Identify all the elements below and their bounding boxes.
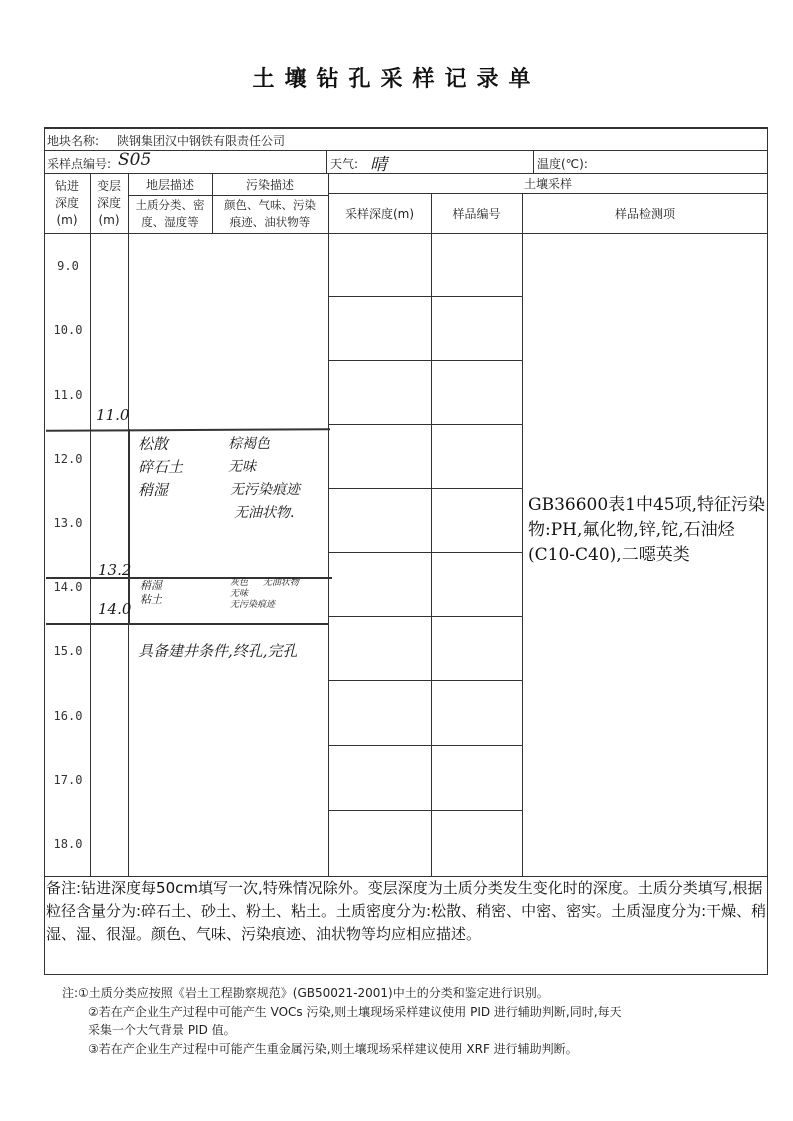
depth-mark: 13.0 — [53, 516, 83, 530]
temperature-label: 温度(℃): — [537, 157, 588, 171]
layer-depth-mark: 13.2 — [98, 561, 132, 579]
footnote-2: ②若在产企业生产过程中可能产生 VOCs 污染,则土壤现场采样建议使用 PID 进行辅助判断,同时,每天 — [88, 1005, 622, 1019]
form-title: 土壤钻孔采样记录单 — [252, 67, 541, 92]
header-stratum: 地层描述 — [145, 178, 194, 192]
depth-mark: 14.0 — [53, 580, 83, 594]
layer-boundary-line — [46, 428, 330, 431]
sample-point-label: 采样点编号: — [47, 157, 112, 171]
layer1-stratum: 松散 碎石土 稍湿 — [138, 435, 184, 499]
grid-line — [328, 552, 522, 553]
grid-line — [328, 810, 522, 811]
col-line — [533, 150, 534, 173]
weather-label: 天气: — [330, 157, 359, 171]
layer-boundary-line — [46, 623, 328, 625]
depth-mark: 11.0 — [53, 388, 83, 402]
header-sample-depth: 采样深度(m) — [344, 207, 415, 221]
depth-mark: 18.0 — [53, 837, 83, 851]
grid-line — [328, 488, 522, 489]
depth-mark: 10.0 — [53, 323, 83, 337]
header-sample-id: 样品编号 — [452, 207, 501, 221]
grid-line — [328, 296, 522, 297]
depth-mark: 16.0 — [53, 709, 83, 723]
header-pollution-sub: 颜色、气味、污染 痕迹、油状物等 — [224, 198, 316, 229]
table-border-top — [44, 127, 768, 129]
plot-name-label: 地块名称: — [47, 134, 100, 148]
analysis-items: GB36600表1中45项,特征污染物:PH,氟化物,锌,铊,石油烃(C10-C40),二噁英类 — [528, 495, 766, 565]
layer-box-left — [128, 429, 130, 624]
layer2-pollution: 灰色 无油状物 无味 无污染痕迹 — [230, 578, 299, 610]
row-line — [128, 195, 328, 196]
header-drill-depth: 钻进 深度 (m) — [54, 179, 79, 227]
depth-mark: 15.0 — [53, 644, 83, 658]
grid-line — [328, 616, 522, 617]
depth-mark: 9.0 — [57, 259, 79, 273]
grid-line — [328, 360, 522, 361]
grid-line — [328, 424, 522, 425]
col-line — [328, 173, 329, 876]
layer-depth-mark: 11.0 — [96, 406, 130, 424]
col-line — [90, 173, 91, 876]
depth-mark: 12.0 — [53, 452, 83, 466]
grid-line — [328, 745, 522, 746]
header-pollution: 污染描述 — [245, 178, 294, 192]
header-soil-sampling: 土壤采样 — [523, 177, 572, 191]
header-layer-depth: 变层 深度 (m) — [96, 179, 121, 227]
layer2-stratum: 稍湿 粘土 — [140, 579, 162, 606]
footnote-3: ③若在产企业生产过程中可能产生重金属污染,则土壤现场采样建议使用 XRF 进行辅助判断。 — [88, 1042, 578, 1056]
weather-value: 晴 — [370, 155, 387, 175]
row-line — [44, 173, 768, 174]
row-line — [44, 150, 768, 151]
row-line — [44, 233, 768, 234]
grid-line — [328, 680, 522, 681]
table-border-bottom — [44, 974, 768, 975]
depth-mark: 17.0 — [53, 773, 83, 787]
row-line — [328, 193, 768, 194]
remarks: 备注:钻进深度每50cm填写一次,特殊情况除外。变层深度为土质分类发生变化时的深度。土质分类填写,根据粒径含量分为:碎石土、砂土、粉土、粘土。土质密度分为:松散、稍密、中密、密实。土质湿度分为:干燥、稍湿、湿、很湿。颜色、气味、污染痕迹、油状物等均应相应描述。 — [46, 879, 767, 943]
table-border-right — [767, 127, 768, 975]
col-line — [326, 150, 327, 173]
plot-name-value: 陕钢集团汉中钢铁有限责任公司 — [117, 134, 286, 148]
layer1-pollution: 棕褐色 无味 无污染痕迹 无油状物. — [228, 436, 300, 521]
col-line — [522, 193, 523, 876]
header-stratum-sub: 土质分类、密 度、湿度等 — [135, 198, 205, 229]
footnote-1: 注:①土质分类应按照《岩土工程勘察规范》(GB50021-2001)中土的分类和鉴定进行识别。 — [62, 986, 549, 1000]
header-analysis: 样品检测项 — [614, 207, 675, 221]
table-border-left — [44, 127, 45, 975]
sample-point-value: S05 — [118, 150, 152, 170]
layer-depth-mark: 14.0 — [98, 600, 132, 618]
footnote-2-cont: 采集一个大气背景 PID 值。 — [88, 1023, 236, 1037]
borehole-termination-note: 具备建井条件,终孔,完孔 — [138, 642, 298, 660]
